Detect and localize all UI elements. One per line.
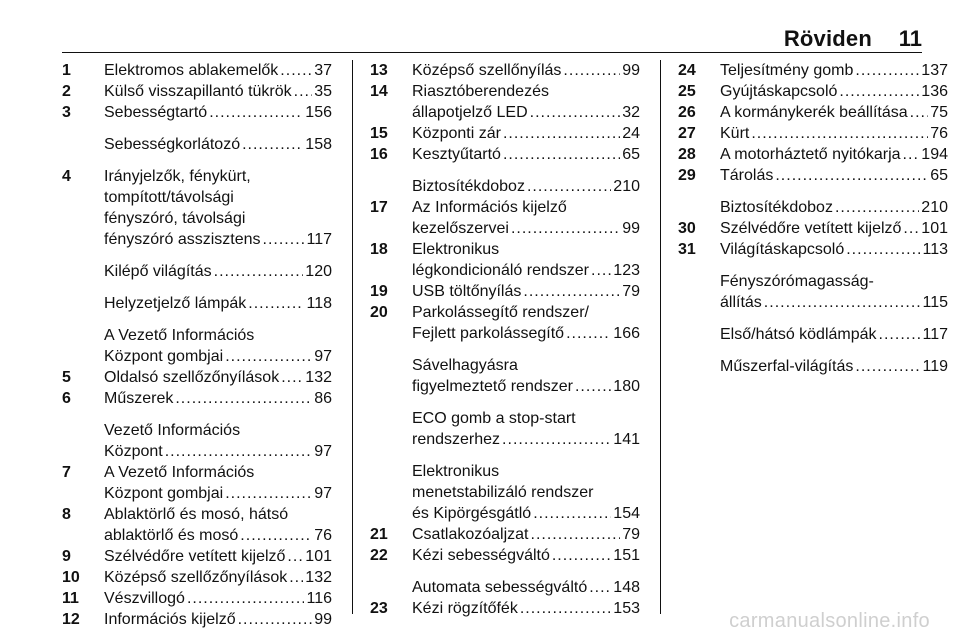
dot-leader [502,429,611,450]
entry-title: állítás [720,294,762,311]
index-entry[interactable] [678,271,948,313]
dot-leader [280,60,312,81]
entry-page-number[interactable]: 136 [921,83,948,100]
entry-page-number[interactable]: 116 [306,590,332,607]
entry-number: 30 [678,220,696,237]
entry-page-number[interactable]: 151 [613,547,640,564]
entry-number: 11 [62,590,79,607]
entry-page-number[interactable]: 86 [314,390,332,407]
entry-spacer [370,566,640,577]
entry-page-number[interactable]: 32 [622,104,640,121]
entry-spacer [62,409,332,420]
entry-text-line: Riasztóberendezés [412,83,549,100]
index-entry[interactable] [370,302,640,344]
entry-spacer [62,250,332,261]
index-entry[interactable] [678,81,948,102]
entry-page-number[interactable]: 118 [306,295,332,312]
dot-leader [248,293,304,314]
entry-page-number[interactable]: 153 [613,600,640,617]
entry-page-number[interactable]: 210 [613,178,640,195]
dot-leader [879,324,921,345]
dot-leader [289,567,303,588]
index-entry[interactable] [62,367,332,388]
entry-number: 22 [370,547,388,564]
dot-leader [527,176,611,197]
index-entry[interactable] [62,388,332,409]
dot-leader [263,229,305,250]
entry-title: Műszerfal-világítás [720,358,854,375]
index-column-1 [62,60,332,630]
entry-page-number[interactable]: 158 [305,136,332,153]
entry-title: Központ gombjai [104,348,224,365]
dot-leader [214,261,304,282]
index-entry[interactable] [370,545,640,566]
dot-leader [281,367,303,388]
index-entry[interactable] [62,166,332,250]
entry-title: Sebességkorlátozó [104,136,241,153]
entry-text-line: Fényszórómagasság- [720,273,874,290]
watermark: carmanualsonline.info [729,610,930,632]
entry-title: Oldalsó szellőzőnyílások [104,369,280,386]
entry-number: 23 [370,600,388,617]
entry-title: Kilépő világítás [104,263,212,280]
entry-number: 9 [62,548,71,565]
entry-number: 12 [62,611,80,628]
entry-title: Teljesítmény gomb [720,62,854,79]
entry-title: Fejlett parkolássegítő [412,325,565,342]
dot-leader [846,239,920,260]
entry-page-number[interactable]: 24 [622,125,640,142]
entry-number: 27 [678,125,696,142]
entry-spacer [370,344,640,355]
entry-spacer [370,450,640,461]
dot-leader [165,441,312,462]
entry-title: Vészvillogó [104,590,185,607]
index-entry[interactable] [370,144,640,165]
index-entry[interactable] [370,197,640,239]
entry-number: 20 [370,304,388,321]
entry-number: 16 [370,146,388,163]
entry-spacer [370,165,640,176]
entry-page-number[interactable]: 166 [613,325,640,342]
entry-number: 15 [370,125,388,142]
entry-spacer [678,313,948,324]
dot-leader [835,197,919,218]
index-entry[interactable] [678,144,948,165]
entry-page-number[interactable]: 115 [922,294,948,311]
entry-title: fényszóró asszisztens [104,231,261,248]
entry-title: Központi zár [412,125,501,142]
page-header [62,22,922,53]
index-entry[interactable] [370,123,640,144]
entry-page-number[interactable]: 37 [314,62,332,79]
index-entry[interactable] [678,123,948,144]
entry-number: 14 [370,83,388,100]
entry-title: Központ gombjai [104,485,224,502]
index-entry[interactable] [678,102,948,123]
entry-title: Gyújtáskapcsoló [720,83,838,100]
dot-leader [552,545,611,566]
entry-title: figyelmeztető rendszer [412,378,573,395]
entry-number: 26 [678,104,696,121]
entry-text-line: Elektronikus [412,463,500,480]
entry-number: 17 [370,199,388,216]
entry-text-line: Az Információs kijelző [412,199,567,216]
index-entry[interactable] [678,324,948,345]
entry-number: 24 [678,62,696,79]
index-entry[interactable] [62,588,332,609]
entry-page-number[interactable]: 137 [921,62,948,79]
entry-page-number[interactable]: 101 [921,220,948,237]
dot-leader [520,598,611,619]
entry-page-number[interactable]: 156 [305,104,332,121]
entry-title: A kormánykerék beállítása [720,104,908,121]
index-entry[interactable] [62,546,332,567]
entry-title: Szélvédőre vetített kijelző [104,548,286,565]
dot-leader [589,577,611,598]
dot-leader [503,144,620,165]
entry-page-number[interactable]: 76 [930,125,948,142]
index-entry[interactable] [62,504,332,546]
dot-leader [530,102,621,123]
entry-title: Külső visszapillantó tükrök [104,83,292,100]
dot-leader [511,218,620,239]
dot-leader [575,376,611,397]
entry-title: kezelőszervei [412,220,509,237]
dot-leader [563,60,620,81]
index-entry[interactable] [370,239,640,281]
entry-spacer [62,314,332,325]
dot-leader [523,281,620,302]
entry-page-number[interactable]: 132 [305,369,332,386]
entry-title: rendszerhez [412,431,501,448]
dot-leader [209,102,303,123]
dot-leader [294,81,313,102]
dot-leader [175,388,312,409]
entry-number: 28 [678,146,696,163]
entry-title: Helyzetjelző lámpák [104,295,247,312]
entry-page-number[interactable]: 65 [930,167,948,184]
entry-spacer [370,397,640,408]
dot-leader [238,609,313,630]
entry-title: A motorháztető nyitókarja [720,146,901,163]
entry-text-line: menetstabilizáló rendszer [412,484,594,501]
index-entry[interactable] [678,239,948,260]
column-divider [660,60,661,614]
page-title: Röviden [783,26,872,51]
entry-spacer [678,260,948,271]
index-entry[interactable] [678,60,948,81]
index-entry[interactable] [370,461,640,524]
index-entry[interactable] [678,197,948,218]
entry-page-number[interactable]: 101 [305,548,332,565]
index-entry[interactable] [370,598,640,619]
index-entry[interactable] [62,60,332,81]
entry-number: 13 [370,62,388,79]
entry-page-number[interactable]: 148 [613,579,640,596]
entry-page-number[interactable]: 141 [613,431,640,448]
dot-leader [903,218,919,239]
entry-spacer [62,282,332,293]
entry-number: 31 [678,241,696,258]
entry-title: Kézi rögzítőfék [412,600,518,617]
entry-title: Biztosítékdoboz [412,178,525,195]
index-entry[interactable] [370,281,640,302]
index-entry[interactable] [62,102,332,123]
index-column-2 [370,60,640,619]
index-entry[interactable] [62,420,332,462]
entry-title: Sebességtartó [104,104,208,121]
entry-text-line: ECO gomb a stop-start [412,410,576,427]
entry-number: 1 [62,62,71,79]
index-entry[interactable] [62,261,332,282]
index-entry[interactable] [62,134,332,155]
entry-number: 10 [62,569,80,586]
index-entry[interactable] [62,81,332,102]
entry-number: 2 [62,83,71,100]
entry-title: Műszerek [104,390,174,407]
entry-number: 8 [62,506,71,523]
entry-page-number[interactable]: 75 [930,104,948,121]
entry-text-line: Sávelhagyásra [412,357,518,374]
entry-page-number[interactable]: 132 [305,569,332,586]
entry-title: USB töltőnyílás [412,283,522,300]
entry-page-number[interactable]: 117 [306,231,332,248]
entry-page-number[interactable]: 113 [922,241,948,258]
entry-text-line: Ablaktörlő és mosó, hátsó [104,506,289,523]
entry-page-number[interactable]: 97 [314,348,332,365]
entry-text-line: A Vezető Információs [104,464,255,481]
entry-title: légkondicionáló rendszer [412,262,589,279]
entry-number: 18 [370,241,388,258]
dot-leader [764,292,921,313]
entry-page-number[interactable]: 119 [922,358,948,375]
entry-number: 7 [62,464,71,481]
index-entry[interactable] [62,609,332,630]
index-entry[interactable] [678,356,948,377]
entry-text-line: fényszóró, távolsági [104,210,246,227]
index-entry[interactable] [62,293,332,314]
entry-text-line: Parkolássegítő rendszer/ [412,304,589,321]
entry-title: állapotjelző LED [412,104,528,121]
entry-text-line: A Vezető Információs [104,327,255,344]
entry-title: és Kipörgésgátló [412,505,532,522]
entry-spacer [62,123,332,134]
entry-page-number[interactable]: 154 [613,505,640,522]
index-entry[interactable] [62,325,332,367]
index-entry[interactable] [370,355,640,397]
entry-title: Biztosítékdoboz [720,199,833,216]
entry-page-number[interactable]: 99 [622,62,640,79]
entry-page-number[interactable]: 120 [305,263,332,280]
page-number: 11 [898,26,922,51]
entry-text-line: Elektronikus [412,241,500,258]
dot-leader [225,483,312,504]
entry-title: Központ [104,443,163,460]
entry-text-line: tompított/távolsági [104,189,234,206]
entry-title: Kézi sebességváltó [412,547,550,564]
entry-page-number[interactable]: 76 [314,527,332,544]
entry-title: Kesztyűtartó [412,146,501,163]
entry-number: 25 [678,83,696,100]
dot-leader [903,144,920,165]
dot-leader [839,81,919,102]
index-entry[interactable] [370,524,640,545]
entry-page-number[interactable]: 99 [622,220,640,237]
index-entry[interactable] [678,218,948,239]
dot-leader [240,525,312,546]
entry-number: 21 [370,526,388,543]
dot-leader [775,165,928,186]
dot-leader [242,134,303,155]
entry-title: Világításkapcsoló [720,241,845,258]
index-entry[interactable] [370,176,640,197]
index-entry[interactable] [370,408,640,450]
index-entry[interactable] [370,81,640,123]
entry-page-number[interactable]: 123 [613,262,640,279]
entry-title: Középső szellőnyílás [412,62,562,79]
entry-title: Szélvédőre vetített kijelző [720,220,902,237]
entry-page-number[interactable]: 97 [314,443,332,460]
entry-spacer [678,345,948,356]
dot-leader [566,323,611,344]
entry-page-number[interactable]: 65 [622,146,640,163]
dot-leader [503,123,620,144]
entry-page-number[interactable]: 117 [922,326,948,343]
entry-title: Első/hátsó ködlámpák [720,326,877,343]
entry-page-number[interactable]: 35 [314,83,332,100]
entry-page-number[interactable]: 79 [622,283,640,300]
index-entry[interactable] [370,577,640,598]
entry-title: Csatlakozóaljzat [412,526,529,543]
entry-text-line: Irányjelzők, fénykürt, [104,168,251,185]
dot-leader [187,588,305,609]
dot-leader [910,102,929,123]
entry-number: 5 [62,369,71,386]
dot-leader [533,503,611,524]
entry-page-number[interactable]: 79 [622,526,640,543]
entry-page-number[interactable]: 210 [921,199,948,216]
entry-title: Információs kijelző [104,611,236,628]
entry-text-line: Vezető Információs [104,422,241,439]
entry-number: 3 [62,104,71,121]
entry-number: 4 [62,168,71,185]
dot-leader [531,524,621,545]
entry-page-number[interactable]: 180 [613,378,640,395]
dot-leader [855,60,919,81]
dot-leader [855,356,920,377]
entry-title: Tárolás [720,167,774,184]
entry-page-number[interactable]: 99 [314,611,332,628]
index-entry[interactable] [678,165,948,186]
entry-title: ablaktörlő és mosó [104,527,239,544]
entry-spacer [678,186,948,197]
dot-leader [225,346,312,367]
index-entry[interactable] [370,60,640,81]
entry-page-number[interactable]: 194 [921,146,948,163]
entry-spacer [62,155,332,166]
entry-number: 19 [370,283,388,300]
entry-title: Középső szellőzőnyílások [104,569,288,586]
column-divider [352,60,353,614]
entry-title: Elektromos ablakemelők [104,62,279,79]
dot-leader [591,260,611,281]
dot-leader [287,546,303,567]
dot-leader [751,123,928,144]
index-entry[interactable] [62,567,332,588]
entry-number: 29 [678,167,696,184]
entry-page-number[interactable]: 97 [314,485,332,502]
entry-title: Kürt [720,125,750,142]
index-column-3 [678,60,948,377]
index-entry[interactable] [62,462,332,504]
entry-title: Automata sebességváltó [412,579,588,596]
entry-number: 6 [62,390,71,407]
